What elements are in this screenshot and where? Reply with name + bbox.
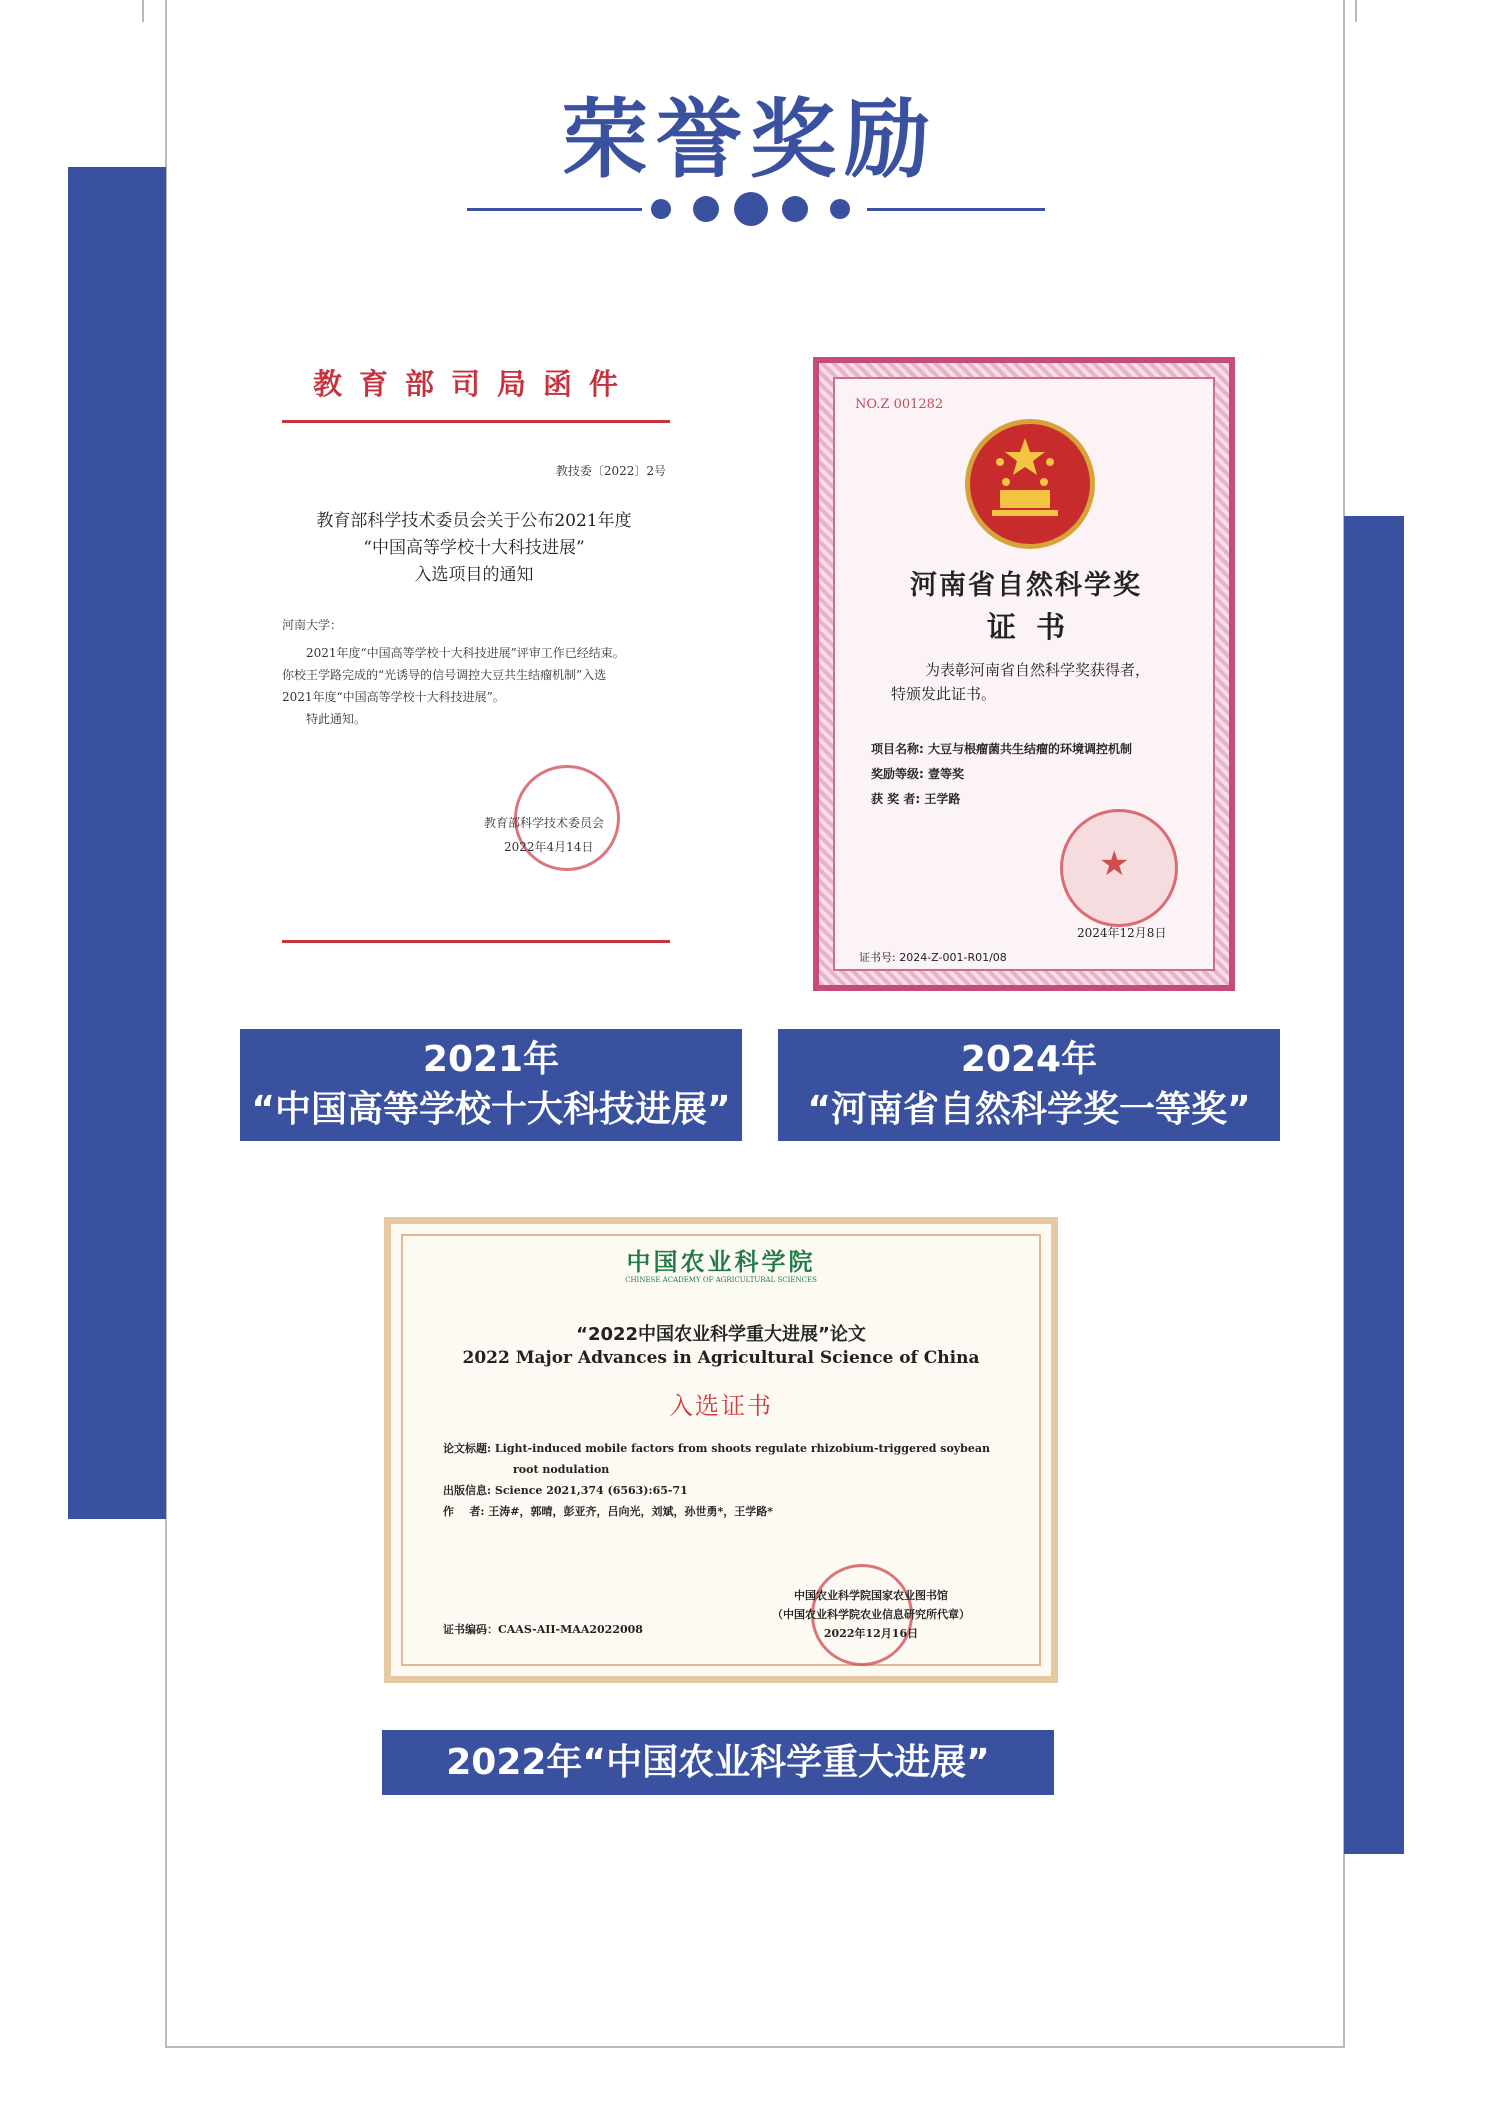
letter-body-line: 2021年度“中国高等学校十大科技进展”评审工作已经结束。: [306, 646, 625, 660]
author-value: 王涛#，郭晴，彭亚齐，吕向光，刘斌，孙世勇*，王学路*: [488, 1505, 773, 1518]
caas-title-cn: “2022中国农业科学重大进展”论文: [576, 1324, 866, 1345]
right-accent-band: [1344, 516, 1404, 1854]
author-label: 作 者:: [443, 1505, 485, 1518]
paper-value: Light-induced mobile factors from shoots regulate rhizobium-triggered soybean: [494, 1442, 990, 1455]
caas-logo-english: CHINESE ACADEMY OF AGRICULTURAL SCIENCES: [625, 1276, 817, 1284]
letter-body-line: 2021年度“中国高等学校十大科技进展”。: [282, 690, 505, 704]
level-label: 奖励等级:: [871, 767, 924, 781]
letter-body-line: 你校王学路完成的“光诱导的信号调控大豆共生结瘤机制”入选: [282, 668, 607, 682]
caas-logo-text: 中国农业科学院: [626, 1247, 816, 1276]
ministry-letter-document: [224, 290, 724, 1016]
caption-2021-title: “中国高等学校十大科技进展”: [251, 1089, 731, 1130]
letter-heading-line: 入选项目的通知: [414, 565, 534, 585]
letter-salutation: 河南大学：: [282, 618, 343, 632]
letter-footer-rule: [282, 940, 670, 943]
caas-title-en: 2022 Major Advances in Agricultural Science of China: [462, 1348, 980, 1368]
caption-2024-title: “河南省自然科学奖一等奖”: [807, 1089, 1251, 1130]
letter-date: 2022年4月14日: [504, 840, 594, 854]
project-label: 项目名称:: [871, 742, 924, 756]
divider-dot: [830, 199, 850, 219]
level-row: [871, 762, 1132, 787]
divider-dot: [651, 199, 671, 219]
letter-header: 教育部司局函件: [312, 367, 635, 401]
caption-2024-year: 2024年: [960, 1039, 1098, 1080]
caas-issuer-line: 中国农业科学院国家农业图书馆: [794, 1589, 948, 1602]
title-divider-right: [867, 208, 1045, 211]
certificate-number: 证书号: 2024-Z-001-R01/08: [859, 951, 1007, 964]
caption-2024: [778, 1029, 1280, 1141]
caas-issuer-line: （中国农业科学院农业信息研究所代章）: [772, 1608, 970, 1621]
frame-bottom-line: [165, 2046, 1345, 2048]
certificate-inner: [833, 377, 1215, 971]
level-value: 壹等奖: [928, 767, 965, 781]
title-divider-left: [467, 208, 642, 211]
winner-label: 获 奖 者:: [871, 792, 921, 806]
left-accent-band: [68, 167, 166, 1519]
letter-signature: 教育部科学技术委员会: [484, 816, 605, 830]
caas-cert-title: 入选证书: [669, 1392, 773, 1420]
winner-value: 王学路: [924, 792, 961, 806]
caption-2021: [240, 1029, 742, 1141]
certificate-line2: 特颁发此证书。: [891, 685, 997, 703]
letter-body: [282, 642, 702, 730]
caption-2021-year: 2021年: [422, 1039, 560, 1080]
paper-row-continued: root nodulation: [513, 1463, 610, 1476]
caas-selection-certificate: [384, 1217, 1058, 1683]
divider-dot: [734, 192, 768, 226]
letter-heading: [224, 508, 724, 589]
certificate-serial: NO.Z 001282: [855, 397, 944, 412]
publication-value: Science 2021,374 (6563):65-71: [494, 1484, 688, 1497]
project-value: 大豆与根瘤菌共生结瘤的环境调控机制: [928, 742, 1133, 756]
caas-date: 2022年12月16日: [823, 1627, 919, 1640]
caption-2022: [382, 1730, 1054, 1795]
caption-2022-title: 2022年“中国农业科学重大进展”: [446, 1742, 990, 1783]
letter-heading-line: 教育部科学技术委员会关于公布2021年度: [316, 511, 632, 531]
star-icon: ★: [1099, 844, 1130, 884]
publication-row: [443, 1480, 1023, 1501]
certificate-fields: [871, 737, 1132, 812]
paper-row: [443, 1438, 1023, 1459]
letter-heading-line: “中国高等学校十大科技进展”: [363, 538, 585, 558]
henan-award-certificate: [813, 357, 1235, 991]
divider-dot: [782, 196, 808, 222]
letter-header-rule: [282, 420, 670, 423]
letter-number: 教技委〔2022〕2号: [555, 464, 666, 478]
certificate-line1: 为表彰河南省自然科学奖获得者，: [925, 661, 1151, 679]
certificate-title: 河南省自然科学奖: [910, 570, 1142, 601]
winner-row: [871, 787, 1132, 812]
national-emblem-icon: [965, 419, 1095, 549]
divider-dot: [693, 196, 719, 222]
author-row: [443, 1501, 1023, 1522]
letter-body-line: 特此通知。: [306, 712, 367, 726]
frame-top-tick-right: [1355, 0, 1357, 22]
frame-top-tick-left: [142, 0, 144, 22]
caas-issuer: [721, 1586, 1021, 1643]
caas-fields: [443, 1438, 1023, 1522]
certificate-date: 2024年12月8日: [1077, 926, 1167, 940]
paper-label: 论文标题:: [443, 1442, 492, 1455]
certificate-subtitle: 证 书: [986, 610, 1066, 644]
project-row: [871, 737, 1132, 762]
caas-cert-number: 证书编码：CAAS-AII-MAA2022008: [443, 1623, 643, 1636]
page-title: 荣誉奖励: [562, 90, 938, 190]
henan-government-seal: [1060, 809, 1178, 927]
publication-label: 出版信息:: [443, 1484, 492, 1497]
